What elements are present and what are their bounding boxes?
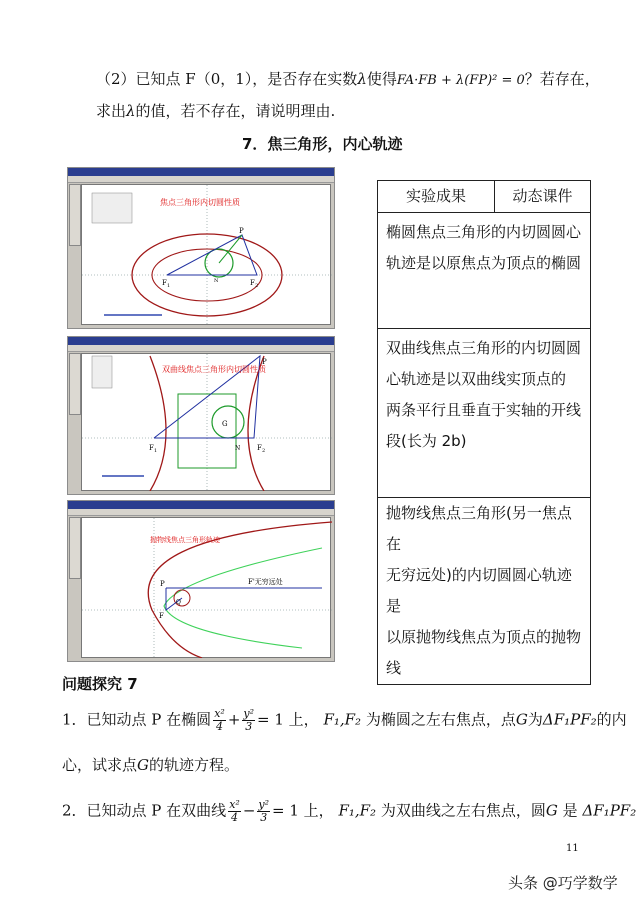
problem1-line2: 心，试求点G的轨迹方程。 <box>62 756 240 774</box>
section-title: 7．焦三角形，内心轨迹 <box>242 135 403 153</box>
fraction: $\frac{\text{x²}}{4}$ <box>229 798 240 824</box>
parabola-caption: 抛物线焦点三角形轨迹 <box>150 536 220 544</box>
label-g: G <box>222 420 228 428</box>
question2-line1: （2）已知点 F（0，1），是否存在实数λ使得FA·FB + λ(FP)² = 0？若存在， <box>96 70 600 88</box>
label-f2-sub: 2 <box>255 283 259 289</box>
toolbox <box>69 184 81 246</box>
fraction: $\frac{\text{x²}}{4}$ <box>214 707 225 733</box>
window-menubar <box>68 176 334 183</box>
row-hyperbola-line: 两条平行且垂直于实轴的开线 <box>386 401 582 419</box>
results-table <box>377 180 591 685</box>
question2-line2: 求出λ的值，若不存在，请说明理由. <box>96 102 336 120</box>
row-parabola-line: 以原抛物线焦点为顶点的抛物 <box>386 628 582 646</box>
label-f2: F <box>257 444 262 452</box>
label-f2-sub: 2 <box>262 448 266 454</box>
label-f2: F <box>250 279 255 287</box>
toolbox <box>69 517 81 579</box>
window-menubar <box>68 345 334 352</box>
page-number: 11 <box>566 843 579 854</box>
inquiry-title: 问题探究 7 <box>62 675 138 693</box>
label-f1-sub: 1 <box>154 448 158 454</box>
label-p: P <box>239 227 244 235</box>
parabola-courseware-screenshot <box>67 500 335 662</box>
row-ellipse <box>378 213 591 329</box>
label-f: F <box>159 612 164 620</box>
label-n: N <box>214 278 219 284</box>
hyperbola-caption: 双曲线焦点三角形内切圆性质 <box>162 365 266 374</box>
label-f1-sub: 1 <box>167 283 171 289</box>
header-courseware: 动态课件 <box>495 181 591 213</box>
label-f1: F <box>162 279 167 287</box>
row-ellipse-line: 椭圆焦点三角形的内切圆圆心 <box>386 223 582 241</box>
row-hyperbola-line: 心轨迹是以双曲线实顶点的 <box>386 370 567 388</box>
row-parabola <box>378 498 591 685</box>
row-ellipse-line: 轨迹是以原焦点为顶点的椭圆 <box>386 254 582 272</box>
header-result: 实验成果 <box>378 181 495 213</box>
label-f1: F <box>149 444 154 452</box>
watermark: 头条 @巧学数学 <box>508 874 618 892</box>
window-titlebar <box>68 501 334 509</box>
window-menubar <box>68 509 334 516</box>
ellipse-courseware-screenshot <box>67 167 335 329</box>
row-hyperbola-line: 段(长为 2b) <box>386 432 467 450</box>
toolbox <box>69 353 81 415</box>
row-hyperbola <box>378 329 591 498</box>
problem2-line1: 2．已知动点 P 在双曲线 $\frac{\text{x²}}{4}$ − $\frac{\text{y²}}{3}$ = 1 上， F₁,F₂ 为双曲线之左右焦点，圆G 是 ΔF₁PF₂ <box>62 798 637 824</box>
sketch-canvas <box>81 184 331 325</box>
label-p: P <box>160 580 165 588</box>
fraction: $\frac{\text{y²}}{3}$ <box>258 798 270 824</box>
fraction: $\frac{\text{y²}}{3}$ <box>243 707 255 733</box>
label-f-far: F'无穷远处 <box>248 578 283 586</box>
window-titlebar <box>68 337 334 345</box>
window-titlebar <box>68 168 334 176</box>
row-parabola-line: 无穷远处)的内切圆圆心轨迹是 <box>386 566 572 615</box>
row-hyperbola-line: 双曲线焦点三角形的内切圆圆 <box>386 339 582 357</box>
row-parabola-line: 抛物线焦点三角形(另一焦点在 <box>386 504 572 553</box>
label-q: Q <box>176 599 181 606</box>
label-n: N <box>235 445 241 452</box>
problem1-line1: 1．已知动点 P 在椭圆 $\frac{\text{x²}}{4}$ + $\frac{\text{y²}}{3}$ = 1 上， F₁,F₂ 为椭圆之左右焦点，点G为ΔF₁PF₂的内 <box>62 707 627 733</box>
row-parabola-line: 线 <box>386 659 402 677</box>
sketch-canvas <box>81 517 331 658</box>
ellipse-caption: 焦点三角形内切圆性质 <box>160 198 240 207</box>
label-p: P <box>262 358 267 366</box>
hyperbola-courseware-screenshot <box>67 336 335 495</box>
sketch-canvas <box>81 353 331 491</box>
